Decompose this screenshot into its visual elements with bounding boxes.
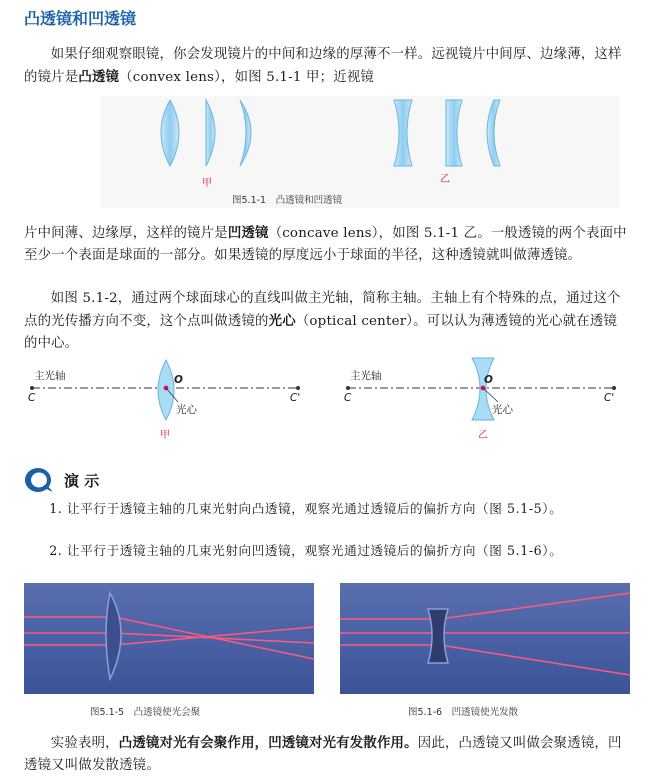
- figure-5-1-1: [100, 96, 620, 208]
- label-yi: 乙: [440, 174, 450, 185]
- optics-text-1: 如图 5.1-2，通过两个球面球心的直线叫做主光轴，简称主轴。主轴上有个特殊的点，通过这个点的光传播方向不变，这个点叫做透镜的: [24, 291, 621, 329]
- intro-paragraph-bottom: [24, 222, 630, 267]
- optics-text-2: （optical center）。可以认为薄透镜的光心就在透镜的中心。: [24, 314, 618, 351]
- label-jia: 甲: [202, 178, 212, 189]
- intro-text-1: 如果仔细观察眼镜，你会发现镜片的中间和边缘的厚薄不一样。远视镜片中间厚、边缘薄，这样的镜片是: [24, 47, 622, 85]
- intro-text-2: （convex lens），如图 5.1-1 甲；近视镜: [119, 70, 375, 85]
- demo-title: 演 示: [64, 471, 100, 490]
- figure-5-1-2: [26, 356, 626, 442]
- optical-center-paragraph: [24, 288, 630, 355]
- point-c-right-a: [346, 386, 350, 390]
- point-c-label-right: C: [344, 392, 352, 404]
- axis-label-right: 主光轴: [350, 370, 382, 382]
- concave-lens-photo: [428, 609, 448, 663]
- planoconcave-lens-shape: [446, 100, 462, 166]
- point-c-left-a: [30, 386, 34, 390]
- demo-header: [24, 466, 99, 494]
- intro-paragraph-top: [24, 44, 630, 89]
- point-c-right-b: [612, 386, 616, 390]
- point-o-label-left: O: [174, 374, 183, 386]
- axis-label-left: 主光轴: [34, 370, 66, 382]
- term-convex-lens: 凸透镜: [78, 69, 120, 85]
- photo-concave-lens: [340, 583, 630, 694]
- demo-icon: [24, 467, 54, 493]
- figure-5-1-1-caption: 图5.1-1 凸透镜和凹透镜: [232, 195, 343, 206]
- convexo-concave-lens-shape: [240, 100, 251, 166]
- planoconvex-lens-shape: [206, 100, 215, 166]
- demo-item-1: 1. 让平行于透镜主轴的几束光射向凸透镜，观察光通过透镜后的偏折方向（图 5.1-5）。: [49, 501, 563, 516]
- photo-convex-lens: [24, 583, 314, 694]
- photo-caption-left: 图5.1-5 凸透镜使光会聚: [90, 707, 201, 718]
- intro-text-4: （concave lens），如图 5.1-1 乙。一般透镜的两个表面中至少一个表面是球面的一部分。如果透镜的厚度远小于球面的半径，这种透镜就叫做薄透镜。: [24, 226, 627, 263]
- optical-center-label-left: 光心: [176, 404, 197, 416]
- convex-lens-photo: [106, 593, 121, 679]
- optical-center-label-right: 光心: [492, 404, 513, 416]
- intro-text-3: 片中间薄、边缘厚，这样的镜片是: [24, 226, 228, 241]
- label-yi-2: 乙: [478, 430, 488, 441]
- section-title: 凸透镜和凹透镜: [24, 9, 137, 28]
- biconvex-lens-shape: [161, 100, 179, 166]
- concave-beams-drawing: [340, 583, 630, 694]
- convex-beams-drawing: [24, 583, 314, 694]
- point-c-label-left: C: [28, 392, 36, 404]
- point-o-label-right: O: [484, 374, 493, 386]
- point-c-prime-label-right: C': [604, 392, 615, 404]
- conclusion-text-1: 实验表明，: [50, 736, 119, 751]
- figure-5-1-2-drawing: [26, 356, 626, 442]
- concavo-convex-lens-shape: [487, 100, 500, 166]
- point-c-left-b: [296, 386, 300, 390]
- photo-caption-right: 图5.1-6 凹透镜使光发散: [408, 707, 519, 718]
- conclusion-text-2: 因此，凸透镜又叫做会聚透镜，凹透镜又叫做发散透镜。: [24, 736, 622, 773]
- label-jia-2: 甲: [160, 430, 170, 441]
- conclusion-bold: 凸透镜对光有会聚作用，凹透镜对光有发散作用。: [118, 735, 418, 751]
- term-optical-center: 光心: [268, 313, 296, 329]
- term-concave-lens: 凹透镜: [227, 225, 269, 241]
- conclusion-paragraph: [24, 732, 630, 777]
- demo-item-2: 2. 让平行于透镜主轴的几束光射向凹透镜，观察光通过透镜后的偏折方向（图 5.1-6）。: [49, 543, 563, 558]
- point-c-prime-label-left: C': [290, 392, 301, 404]
- biconcave-lens-shape: [394, 100, 412, 166]
- figure-5-1-1-drawing: [100, 96, 620, 208]
